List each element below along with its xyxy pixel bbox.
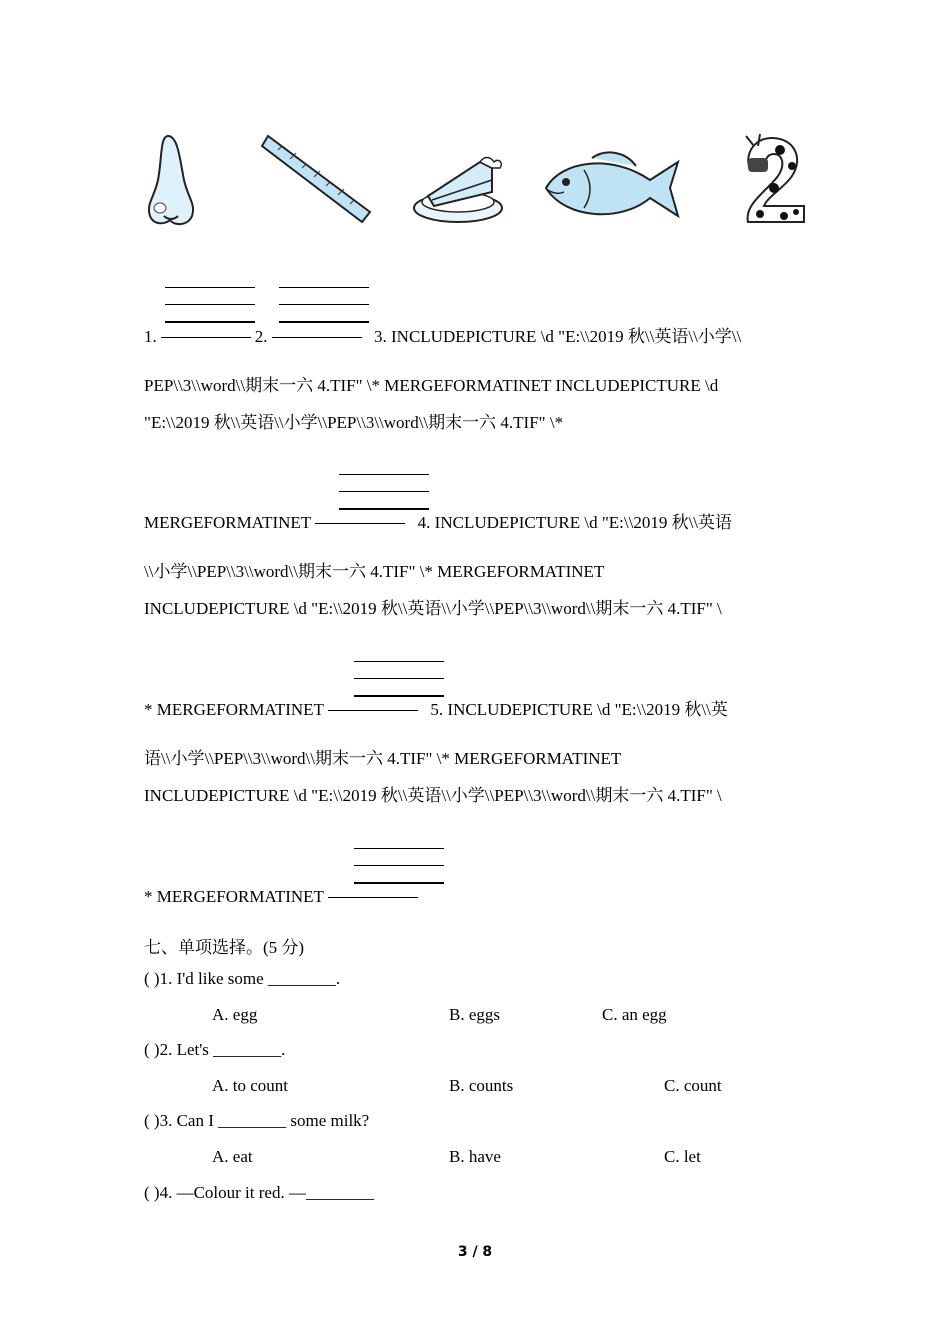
cake-picture: [410, 152, 510, 228]
merge-field-text: * MERGEFORMATINET: [144, 700, 324, 719]
question-3-option-b[interactable]: B. have: [449, 1147, 501, 1166]
question-1-option-b[interactable]: B. eggs: [449, 1005, 500, 1024]
ruler-picture: [258, 132, 374, 226]
question-1-option-a[interactable]: A. egg: [212, 1005, 258, 1024]
question-3-option-c[interactable]: C. let: [664, 1147, 701, 1166]
page-number: 3 / 8: [457, 1244, 493, 1260]
fill-in-line-10: [144, 887, 422, 907]
question-2-option-c[interactable]: C. count: [664, 1076, 722, 1095]
question-1-stem: ( )1. I'd like some ________.: [144, 969, 341, 988]
fill-in-line-8: 语\\小学\\PEP\\3\\word\\期末一六 4.TIF" \* MERGEFORMATINET: [144, 749, 622, 768]
answer-blank-2[interactable]: [272, 337, 362, 338]
item-1-number: 1.: [144, 327, 157, 346]
question-2-stem: ( )2. Let's ________.: [144, 1040, 286, 1059]
item-4-text: 4. INCLUDEPICTURE \d "E:\\2019 秋\\英语: [417, 513, 733, 532]
item-2-number: 2.: [254, 327, 268, 346]
item-5-text: 5. INCLUDEPICTURE \d "E:\\2019 秋\\英: [430, 700, 728, 719]
fill-in-line-2: PEP\\3\\word\\期末一六 4.TIF" \* MERGEFORMATINET INCLUDEPICTURE \d: [144, 376, 719, 395]
fill-in-line-1: [144, 327, 741, 347]
fish-picture: [542, 150, 686, 226]
section-7-title: 七、单项选择。(5 分): [144, 938, 305, 957]
question-2-option-a[interactable]: A. to count: [212, 1076, 289, 1095]
merge-field-text: MERGEFORMATINET: [144, 513, 312, 532]
question-3-stem: ( )3. Can I ________ some milk?: [144, 1111, 370, 1130]
fill-in-line-5: \\小学\\PEP\\3\\word\\期末一六 4.TIF" \* MERGEFORMATINET: [144, 562, 605, 581]
number-two-picture: [738, 130, 810, 226]
item-3-text: 3. INCLUDEPICTURE \d "E:\\2019 秋\\英语\\小学\\: [374, 327, 742, 346]
answer-blank-1[interactable]: [161, 337, 251, 338]
answer-blank-4[interactable]: [328, 710, 418, 711]
fill-in-line-3: "E:\\2019 秋\\英语\\小学\\PEP\\3\\word\\期末一六 4.TIF" \*: [144, 413, 564, 432]
question-4-stem: ( )4. —Colour it red. —________: [144, 1183, 374, 1202]
answer-blank-5[interactable]: [328, 897, 418, 898]
nose-picture: [140, 130, 204, 230]
merge-field-text: * MERGEFORMATINET: [144, 887, 324, 906]
answer-blank-3[interactable]: [315, 523, 405, 524]
fill-in-line-4: [144, 513, 732, 533]
question-2-option-b[interactable]: B. counts: [449, 1076, 514, 1095]
fill-in-line-9: INCLUDEPICTURE \d "E:\\2019 秋\\英语\\小学\\PEP\\3\\word\\期末一六 4.TIF" \: [144, 786, 722, 805]
question-3-option-a[interactable]: A. eat: [212, 1147, 253, 1166]
question-1-option-c[interactable]: C. an egg: [602, 1005, 667, 1024]
fill-in-line-7: [144, 700, 728, 720]
fill-in-line-6: INCLUDEPICTURE \d "E:\\2019 秋\\英语\\小学\\PEP\\3\\word\\期末一六 4.TIF" \: [144, 599, 722, 618]
